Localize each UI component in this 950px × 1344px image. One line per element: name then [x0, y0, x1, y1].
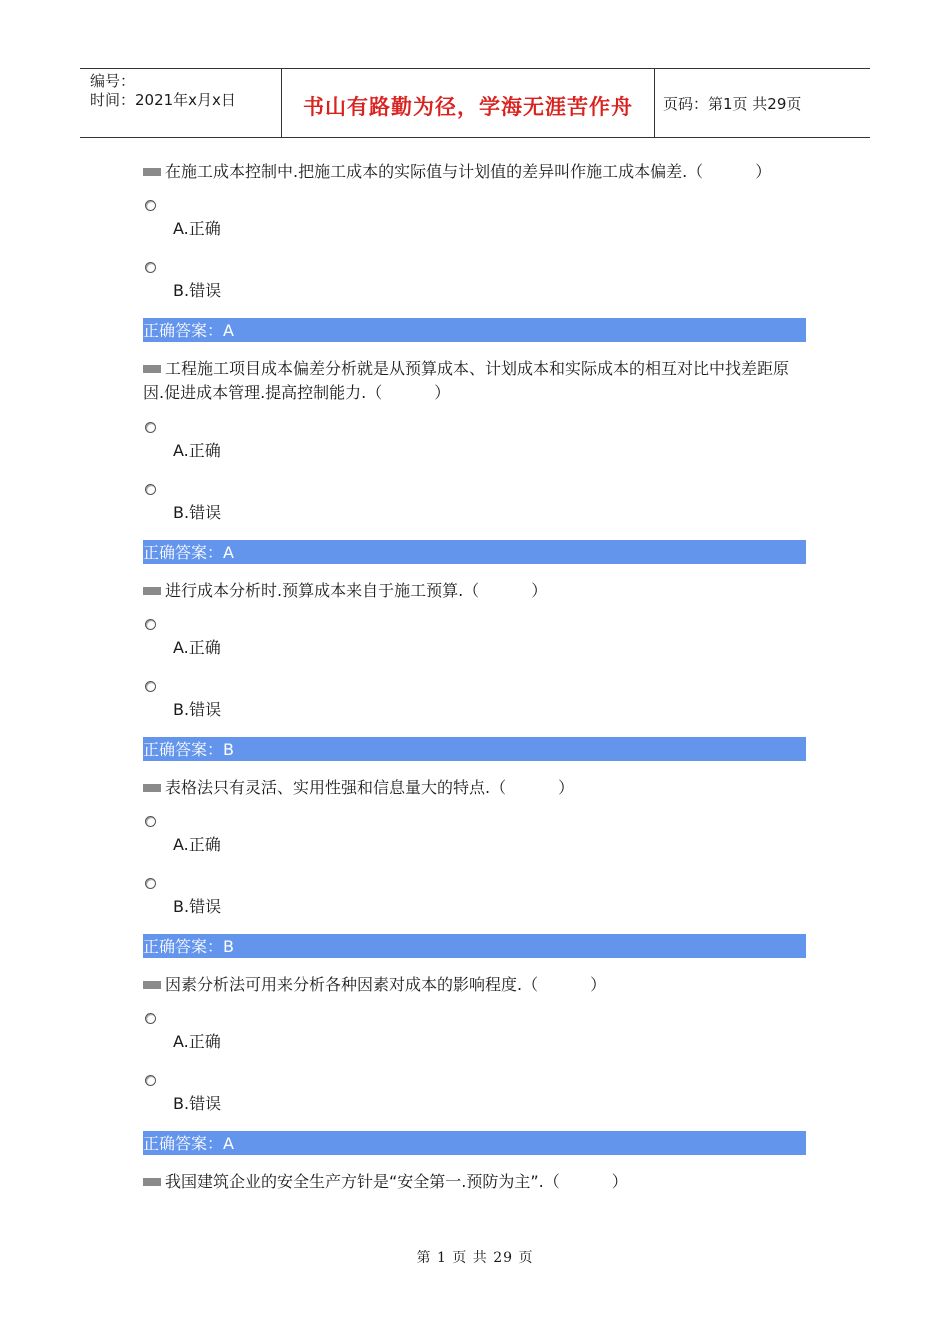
- correct-answer-bar: 正确答案：B: [143, 737, 806, 761]
- header-meta: [80, 69, 280, 137]
- question-4: [143, 776, 806, 800]
- question-close-paren: ）: [434, 383, 451, 402]
- question-close-paren: ）: [611, 1172, 628, 1191]
- option-a-label[interactable]: A.正确: [173, 441, 221, 460]
- option-b-label[interactable]: B.错误: [173, 503, 222, 522]
- question-text: 工程施工项目成本偏差分析就是从预算成本、计划成本和实际成本的相互对比中找差距原因.促进成本管理.提高控制能力.（: [143, 359, 790, 402]
- question-2: [143, 357, 806, 405]
- option-a-label[interactable]: A.正确: [173, 219, 221, 238]
- question-close-paren: ）: [755, 162, 772, 181]
- judge-tag-icon: [143, 587, 161, 595]
- correct-answer-bar: 正确答案：A: [143, 1131, 806, 1155]
- judge-tag-icon: [143, 365, 161, 373]
- question-5: [143, 973, 806, 997]
- judge-tag-icon: [143, 981, 161, 989]
- judge-tag-icon: [143, 168, 161, 176]
- correct-answer-bar: 正确答案：A: [143, 318, 806, 342]
- page-footer: 第 1 页 共 29 页: [416, 1250, 534, 1266]
- question-text: 因素分析法可用来分析各种因素对成本的影响程度.（: [165, 975, 539, 994]
- judge-tag-icon: [143, 784, 161, 792]
- header-motto-cell: [281, 69, 655, 137]
- option-a-label[interactable]: A.正确: [173, 638, 221, 657]
- number-label: 编号：: [90, 72, 136, 90]
- question-text: 我国建筑企业的安全生产方针是“安全第一.预防为主”.（: [165, 1172, 560, 1191]
- motto-text: 书山有路勤为径，学海无涯苦作舟: [303, 94, 633, 119]
- option-a-label[interactable]: A.正确: [173, 1032, 221, 1051]
- option-b-label[interactable]: B.错误: [173, 897, 222, 916]
- question-text: 表格法只有灵活、实用性强和信息量大的特点.（: [165, 778, 507, 797]
- time-label: 时间：2021年x月x日: [90, 91, 236, 109]
- page-header: [80, 68, 870, 138]
- question-text: 进行成本分析时.预算成本来自于施工预算.（: [165, 581, 480, 600]
- page-info: 页码：第1页 共29页: [663, 95, 802, 113]
- option-b-radio[interactable]: [145, 681, 156, 692]
- judge-tag-icon: [143, 1178, 161, 1186]
- question-3: [143, 579, 806, 603]
- option-a-radio[interactable]: [145, 422, 156, 433]
- option-b-radio[interactable]: [145, 484, 156, 495]
- option-a-radio[interactable]: [145, 816, 156, 827]
- question-6: [143, 1170, 806, 1194]
- option-b-radio[interactable]: [145, 1075, 156, 1086]
- correct-answer-bar: 正确答案：B: [143, 934, 806, 958]
- option-a-label[interactable]: A.正确: [173, 835, 221, 854]
- option-b-radio[interactable]: [145, 878, 156, 889]
- option-a-radio[interactable]: [145, 200, 156, 211]
- question-close-paren: ）: [531, 581, 548, 600]
- option-b-label[interactable]: B.错误: [173, 1094, 222, 1113]
- question-1: [143, 160, 806, 184]
- question-text: 在施工成本控制中.把施工成本的实际值与计划值的差异叫作施工成本偏差.（: [165, 162, 704, 181]
- question-close-paren: ）: [590, 975, 607, 994]
- option-b-radio[interactable]: [145, 262, 156, 273]
- correct-answer-bar: 正确答案：A: [143, 540, 806, 564]
- option-a-radio[interactable]: [145, 1013, 156, 1024]
- option-b-label[interactable]: B.错误: [173, 281, 222, 300]
- question-close-paren: ）: [558, 778, 575, 797]
- option-b-label[interactable]: B.错误: [173, 700, 222, 719]
- option-a-radio[interactable]: [145, 619, 156, 630]
